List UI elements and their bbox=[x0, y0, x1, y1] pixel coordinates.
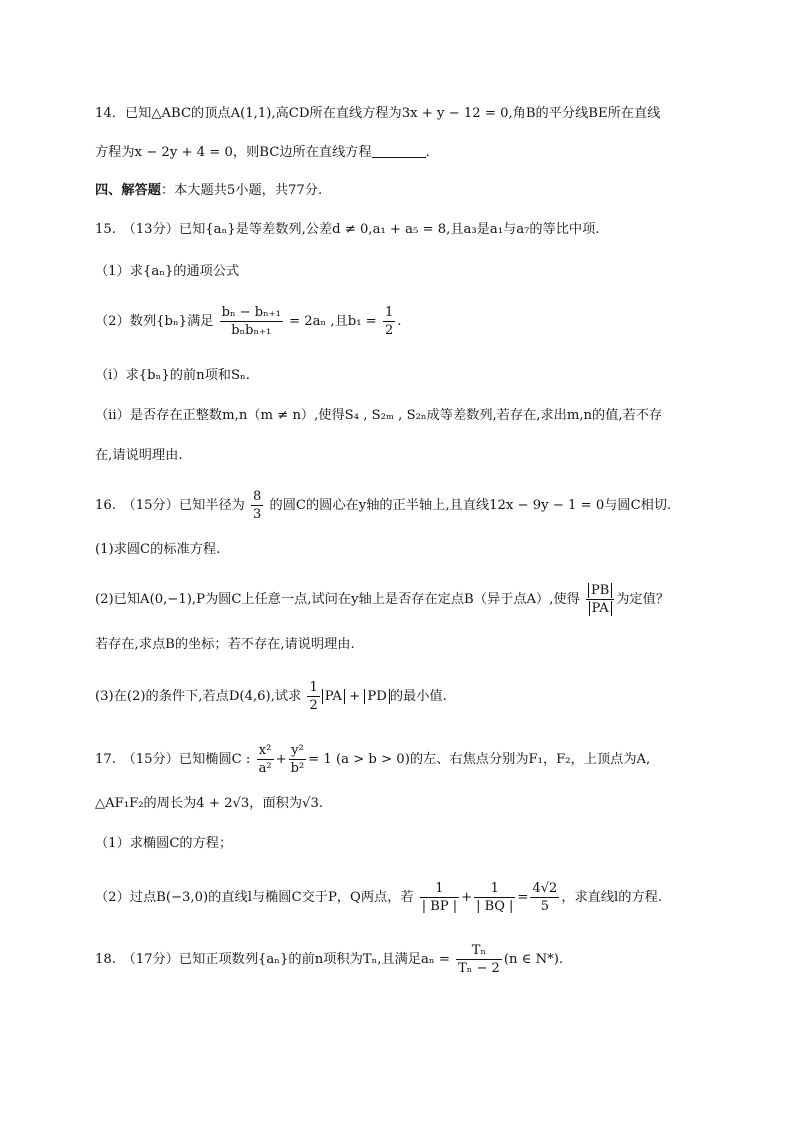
q16-part3-post: 的最小值. bbox=[389, 689, 447, 704]
plus-sign: + bbox=[461, 890, 473, 905]
q17-stem bbox=[95, 742, 650, 777]
fraction-denominator: 3 bbox=[253, 507, 262, 522]
q17-y-fraction bbox=[289, 742, 307, 777]
q17-part2-post: ，求直线l的方程. bbox=[561, 890, 663, 905]
fraction-numerator: bₙ − bₙ₊₁ bbox=[221, 305, 281, 320]
fraction-numerator bbox=[586, 582, 614, 600]
q16-radius-fraction bbox=[251, 488, 263, 523]
q16-stem-post: 的圆C的圆心在y轴的正半轴上,且直线12x − 9y − 1 = 0与圆C相切. bbox=[269, 498, 672, 513]
answer-blank bbox=[372, 143, 426, 158]
q18-fraction bbox=[456, 942, 502, 977]
fraction-numerator: 4√2 bbox=[532, 881, 558, 896]
fraction-numerator: 8 bbox=[253, 489, 262, 504]
q15-sub-i: （ⅰ）求{bₙ}的前n项和Sₙ. bbox=[95, 368, 250, 383]
q16-part3-pre: (3)在(2)的条件下,若点D(4,6),试求 bbox=[95, 689, 302, 704]
q16-stem-pre: 16. （15分）已知半径为 bbox=[95, 498, 245, 513]
q17-part2-pre: （2）过点B(−3,0)的直线l与椭圆C交于P，Q两点，若 bbox=[95, 890, 414, 905]
fraction-numerator: 1 bbox=[309, 680, 318, 695]
fraction-denominator: 5 bbox=[540, 899, 550, 914]
fraction-denominator: bₙbₙ₊₁ bbox=[231, 323, 272, 338]
q15-part2 bbox=[95, 304, 401, 339]
q17-fraction-value bbox=[530, 880, 559, 915]
q16-part2-line2: 若存在,求点B的坐标；若不存在,请说明理由. bbox=[95, 637, 355, 652]
abs-pa: PA bbox=[589, 601, 612, 616]
q15-sub-ii-line2: 在,请说明理由. bbox=[95, 448, 183, 463]
q16-part1: (1)求圆C的标准方程. bbox=[95, 542, 221, 557]
fraction-denominator: | BP | bbox=[421, 899, 458, 914]
q16-ratio-fraction bbox=[586, 582, 614, 617]
q16-part2-pre: (2)已知A(0,−1),P为圆C上任意一点,试问在y轴上是否存在定点B（异于点A）,使得 bbox=[95, 592, 580, 607]
q14-line2-text: 方程为x − 2y + 4 = 0，则BC边所在直线方程 bbox=[95, 145, 372, 160]
q17-line2: △AF₁F₂的周长为4 + 2√3，面积为√3. bbox=[95, 796, 324, 811]
plus-sign: + bbox=[349, 689, 361, 704]
section-heading bbox=[95, 181, 322, 201]
q15-part2-mid: = 2aₙ ,且b₁ = bbox=[288, 314, 377, 329]
fraction-numerator: y² bbox=[289, 742, 307, 760]
q15-fraction-b bbox=[220, 304, 283, 339]
fraction-numerator: x² bbox=[257, 742, 274, 760]
fraction-numerator: 1 bbox=[384, 305, 394, 320]
q14-line2-end: . bbox=[425, 145, 430, 160]
fraction-denominator: a² bbox=[258, 761, 272, 776]
q15-sub-ii-line1: （ⅱ）是否存在正整数m,n（m ≠ n）,使得S₄ , S₂ₘ , S₂ₙ成等差数列,若存在,求出m,n的值,若不存 bbox=[95, 408, 663, 423]
q18-stem bbox=[95, 942, 563, 977]
fraction-denominator: b² bbox=[290, 761, 305, 776]
q17-part1: （1）求椭圆C的方程； bbox=[95, 836, 233, 851]
q17-fraction-bq bbox=[474, 880, 515, 915]
fraction-denominator: 2 bbox=[384, 323, 394, 338]
abs-pb: PB bbox=[588, 583, 612, 598]
fraction-numerator: 1 bbox=[420, 880, 459, 898]
q16-part2-post: 为定值？ bbox=[616, 592, 670, 607]
plus-sign: + bbox=[275, 752, 287, 767]
q16-half-fraction bbox=[307, 679, 319, 714]
section-desc: ：本大题共5小题，共77分. bbox=[160, 183, 323, 198]
q15-part2-pre: （2）数列{bₙ}满足 bbox=[95, 314, 214, 329]
fraction-denominator: | BQ | bbox=[476, 899, 514, 914]
equals-sign: = bbox=[517, 890, 529, 905]
q18-stem-pre: 18. （17分）已知正项数列{aₙ}的前n项积为Tₙ,且满足aₙ = bbox=[95, 952, 450, 967]
fraction-numerator: Tₙ bbox=[456, 942, 502, 960]
q17-fraction-bp bbox=[420, 880, 459, 915]
q17-x-fraction bbox=[257, 742, 274, 777]
abs-pd: PD bbox=[364, 689, 389, 704]
q16-part2 bbox=[95, 582, 669, 617]
q14-line1: 14．已知△ABC的顶点A(1,1),高CD所在直线方程为3x + y − 12 = 0,角B的平分线BE所在直线 bbox=[95, 106, 661, 121]
abs-pa: PA bbox=[322, 689, 345, 704]
fraction-denominator: Tₙ − 2 bbox=[458, 961, 500, 976]
q17-part2 bbox=[95, 880, 662, 915]
q15-part2-end: . bbox=[397, 314, 402, 329]
section-title: 四、解答题 bbox=[95, 183, 161, 198]
fraction-denominator bbox=[586, 600, 614, 617]
q17-stem-pre: 17. （15分）已知椭圆C : bbox=[95, 752, 251, 767]
q15-fraction-half bbox=[383, 304, 395, 339]
q18-stem-post: (n ∈ N*). bbox=[503, 952, 564, 967]
fraction-numerator: 1 bbox=[474, 880, 515, 898]
fraction-denominator: 2 bbox=[309, 698, 318, 713]
q17-stem-post: = 1 (a > b > 0)的左、右焦点分别为F₁，F₂，上顶点为A, bbox=[308, 752, 651, 767]
q15-stem: 15. （13分）已知{aₙ}是等差数列,公差d ≠ 0,a₁ + a₅ = 8,且a₃是a₁与a₇的等比中项. bbox=[95, 222, 600, 237]
q16-part3 bbox=[95, 679, 447, 714]
q15-part1: （1）求{aₙ}的通项公式 bbox=[95, 264, 240, 279]
q14-line2 bbox=[95, 143, 430, 163]
q16-stem bbox=[95, 488, 671, 523]
